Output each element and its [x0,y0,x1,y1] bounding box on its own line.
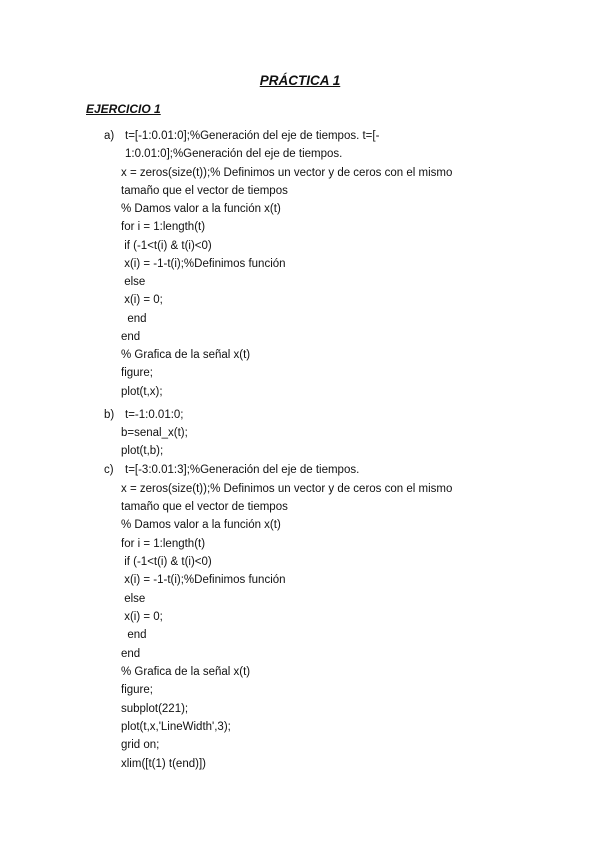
code-line: t=-1:0.01:0; [125,409,184,421]
code-line: figure; [121,367,153,379]
code-line: else [121,593,146,605]
code-line: % Grafica de la señal x(t) [121,349,251,361]
code-line: if (-1<t(i) & t(i)<0) [121,240,212,252]
code-line: else [121,276,146,288]
code-line: x = zeros(size(t));% Definimos un vector y de ceros con el mismo [121,167,453,179]
code-line: plot(t,x); [121,386,163,398]
code-line: plot(t,b); [121,445,164,457]
code-line: plot(t,x,'LineWidth',3); [121,721,231,733]
code-line: b=senal_x(t); [121,427,188,439]
code-line: grid on; [121,739,160,751]
code-line: figure; [121,684,153,696]
code-line: x(i) = 0; [121,294,163,306]
code-line: end [121,648,141,660]
code-line: subplot(221); [121,703,189,715]
code-line: for i = 1:length(t) [121,221,206,233]
section-heading: EJERCICIO 1 [86,102,161,116]
code-line: 1:0.01:0];%Generación del eje de tiempos. [125,148,343,160]
item-marker-a: a) [104,130,115,142]
code-line: x(i) = -1-t(i);%Definimos función [121,574,286,586]
code-line: end [121,629,147,641]
code-line: % Damos valor a la función x(t) [121,203,281,215]
code-line: t=[-3:0.01:3];%Generación del eje de tiempos. [125,464,360,476]
code-line: end [121,313,147,325]
code-line: tamaño que el vector de tiempos [121,185,288,197]
code-line: if (-1<t(i) & t(i)<0) [121,556,212,568]
item-marker-b: b) [104,409,115,421]
code-line: for i = 1:length(t) [121,538,206,550]
code-line: xlim([t(1) t(end)]) [121,758,206,770]
code-line: x(i) = -1-t(i);%Definimos función [121,258,286,270]
code-line: % Damos valor a la función x(t) [121,519,281,531]
code-line: t=[-1:0.01:0];%Generación del eje de tiempos. t=[- [125,130,380,142]
page-title: PRÁCTICA 1 [259,73,341,88]
code-line: tamaño que el vector de tiempos [121,501,288,513]
item-marker-c: c) [104,464,114,476]
code-line: % Grafica de la señal x(t) [121,666,251,678]
code-line: x(i) = 0; [121,611,163,623]
code-line: end [121,331,141,343]
code-line: x = zeros(size(t));% Definimos un vector y de ceros con el mismo [121,483,453,495]
